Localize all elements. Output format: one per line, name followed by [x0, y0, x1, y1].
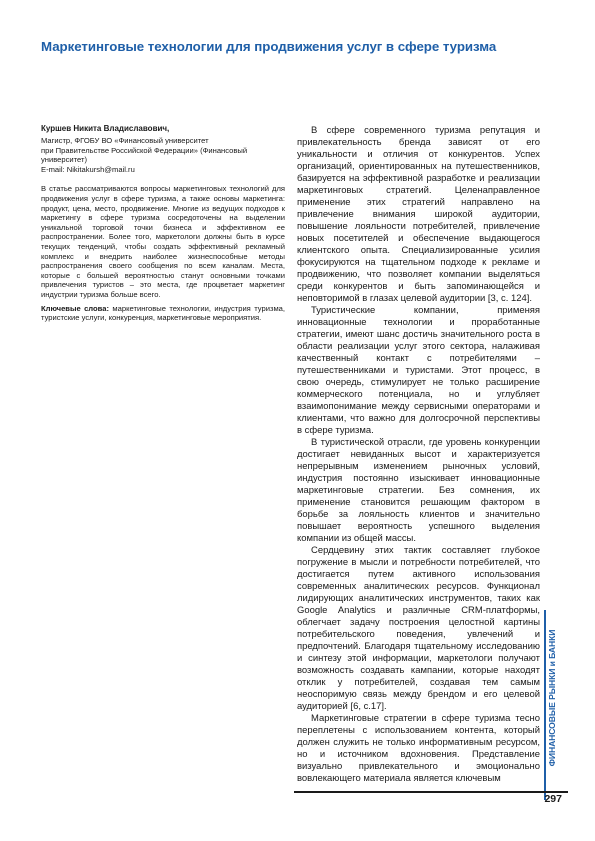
- abstract: В статье рассматриваются вопросы маркетинговых технологий для продвижения услуг в сфере туризма, а также основы маркетинга: продукт, цена, место, продвижение. Многие из ведущих подходов к маркетингу в сфере туризма сосредоточены на выделении уникальной торговой точки бизнеса и эффективном ее распространении. Более того, маркетологи должны быть в курсе текущих тенденций, чтобы создать эффективный рекламный комплекс и внедрить наиболее жизнеспособные методы распространения своего сообщения по всем каналам. Места, которые с большей вероятностью станут основными точками привлечения туристов – это места, где процветает маркетинг индустрии туризма больше всего.: [41, 184, 285, 299]
- affiliation-line: университет): [41, 155, 88, 165]
- affiliation-line: Магистр, ФГОБУ ВО «Финансовый университет: [41, 136, 209, 145]
- affiliation-line: при Правительстве Российской Федерации» (Финансовый: [41, 145, 248, 155]
- page-number: 297: [544, 793, 562, 805]
- body-paragraph: Сердцевину этих тактик составляет глубокое погружение в мысли и потребности потребителей, что достигается путем активного использования современных аналитических ресурсов. Функционал лидирующих аналитических инструментов, таких как Google Analytics и различные CRM-платформы, облегчает задачу построения целостной картины потребительского поведения, увлечений и предпочтений. Благодаря тщательному исследованию и синтезу этой информации, маркетологи получают возможность создавать кампании, которые находят отклик у потребителей, создавая тем самым неоспоримую связь между брендом и его целевой аудиторией [6, с.17].: [297, 545, 540, 712]
- body-paragraph: Туристические компании, применяя инновационные технологии и проработанные стратегии, имеют шанс достичь значительного роста в области реализации услуг этого сектора, налаживая качественный контакт с потребителями – путешественниками и туристами. Этот процесс, в свою очередь, стимулирует не только расширение коммерческого потенциала, но и углубляет взаимопонимание между сервисными операторами и клиентами, что важно для долгосрочной перспективы в сфере туризма.: [297, 305, 540, 436]
- keywords-text: маркетинговые технологии, индустрия туризма, туристские услуги, конкуренция, маркетинговые мероприятия.: [41, 303, 285, 323]
- author-email: E-mail: Nikitakursh@mail.ru: [41, 164, 135, 174]
- body-paragraph: В туристической отрасли, где уровень конкуренции достигает невиданных высот и характеризуется непрерывным изменением рыночных условий, индустрия постоянно изыскивает инновационные маркетинговые стратегии. Без сомнения, их применение становится решающим фактором в борьбе за лояльность клиентов и значительно повышает вероятность успешного выделения компании из общей массы.: [297, 437, 540, 544]
- section-label: ФИНАНСОВЫЕ РЫНКИ и БАНКИ: [547, 629, 557, 767]
- author-info-column: [41, 124, 285, 323]
- keywords: [41, 304, 285, 323]
- article-title: Маркетинговые технологии для продвижения услуг в сфере туризма: [41, 39, 497, 54]
- body-paragraph: В сфере современного туризма репутация и привлекательность бренда зависят от его уникальности и отличия от конкурентов. Успех организаций, ориентированных на путешественников, базируется на эффективной разработке и реализации маркетинговых стратегий. Целенаправленное применение этих стратегий направлено на привлечение внимания широкой аудитории, повышение лояльности потребителей, привлечение новых посетителей и обеспечение выдающегося клиентского опыта. Специализированные усилия фокусируются на тщательном подходе к рекламе и продвижению, что позволяет компании выделяться среди конкурентов и быть запоминающейся и неповторимой в глазах целевой аудитории [3, с. 124].: [297, 125, 540, 304]
- article-body: [297, 125, 540, 785]
- author-name: Куршев Никита Владиславович,: [41, 124, 170, 133]
- body-paragraph: Маркетинговые стратегии в сфере туризма тесно переплетены с использованием контента, который должен служить не только информативным ресурсом, но и источником вдохновения. Представление визуально привлекательного и эмоционально вовлекающего материала является ключевым: [297, 713, 540, 784]
- author-affiliation: [41, 136, 285, 165]
- section-sidebar: [543, 618, 561, 778]
- keywords-label: Ключевые слова:: [41, 303, 109, 313]
